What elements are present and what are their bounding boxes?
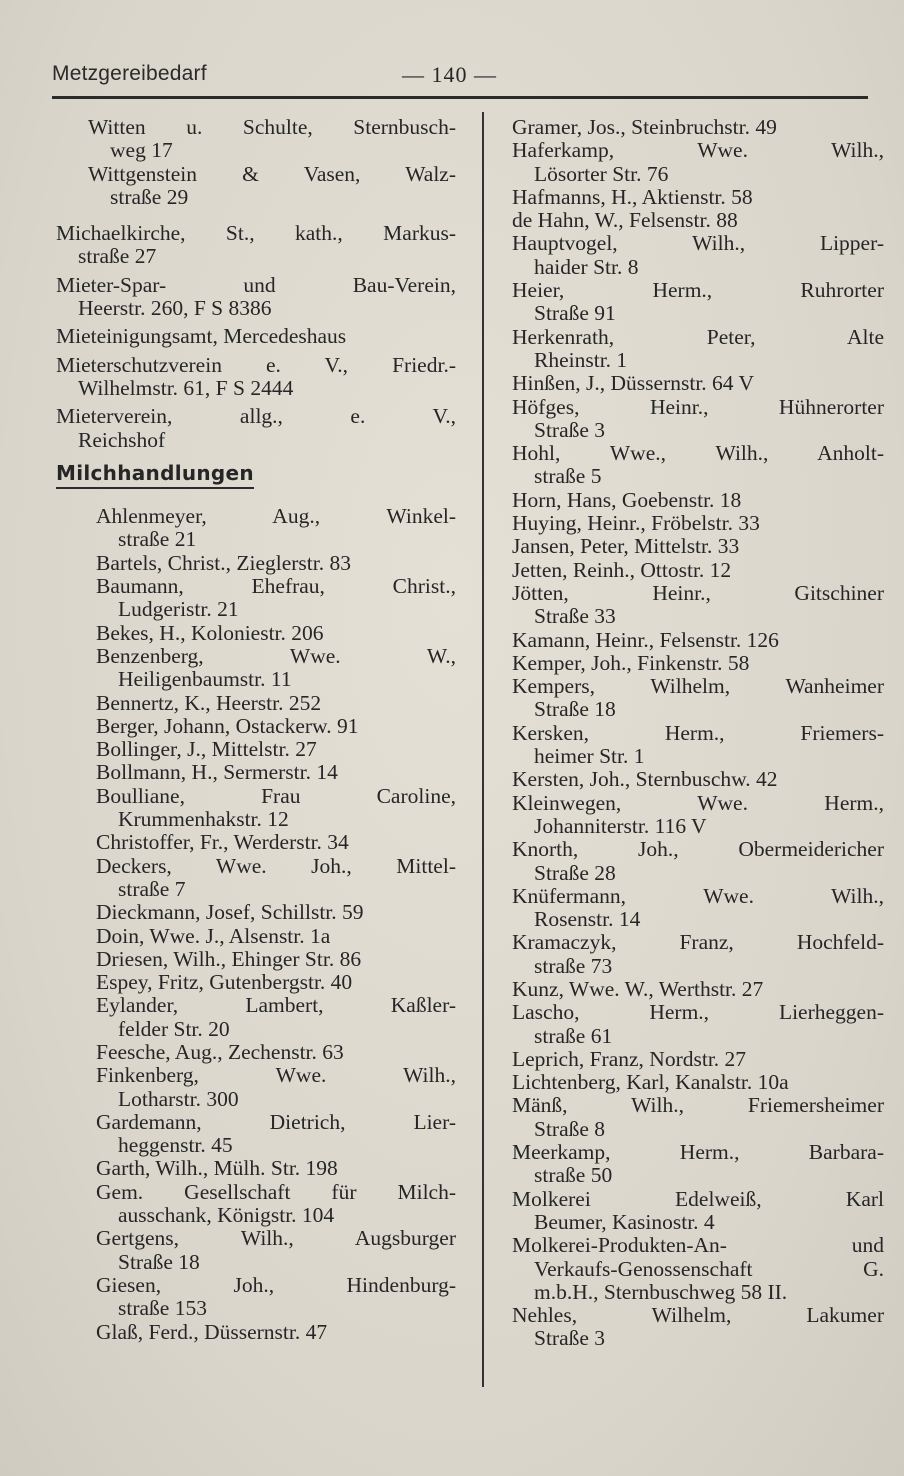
entry-line: Bennertz, K., Heerstr. 252 (96, 690, 322, 715)
directory-entry (512, 675, 884, 722)
directory-entry (512, 559, 884, 582)
entry-line: Baumann, Ehefrau, Christ., (96, 574, 456, 599)
directory-entry (512, 116, 884, 139)
entry-line: Espey, Fritz, Gutenbergstr. 40 (96, 970, 353, 995)
directory-entry (512, 209, 884, 232)
directory-entry (96, 1111, 456, 1158)
directory-entry (96, 505, 456, 552)
directory-entry (96, 901, 456, 924)
entry-line: Meerkamp, Herm., Barbara- (512, 1140, 884, 1165)
entry-line: Lichtenberg, Karl, Kanalstr. 10a (512, 1070, 789, 1095)
entry-continuation-line: straße 73 (534, 953, 613, 978)
entry-line: Finkenberg, Wwe. Wilh., (96, 1063, 456, 1088)
directory-entry (512, 582, 884, 629)
directory-entry (96, 1321, 456, 1344)
directory-entry (512, 1188, 884, 1235)
entry-line: Kersten, Joh., Sternbuschw. 42 (512, 767, 778, 792)
directory-entry (96, 552, 456, 575)
directory-entry (96, 1274, 456, 1321)
directory-entry (512, 326, 884, 373)
entry-continuation-line: Ludgeristr. 21 (118, 597, 239, 622)
entry-line: Berger, Johann, Ostackerw. 91 (96, 713, 359, 738)
directory-entry (56, 405, 456, 452)
directory-entry (512, 535, 884, 558)
directory-entry (512, 792, 884, 839)
directory-entry (96, 1041, 456, 1064)
directory-entry (96, 994, 456, 1041)
entry-continuation-line: Heerstr. 260, F S 8386 (78, 296, 272, 321)
directory-entry (96, 925, 456, 948)
entry-continuation-line: Johanniterstr. 116 V (534, 813, 707, 838)
directory-entry (96, 1227, 456, 1274)
entry-continuation-line: straße 7 (118, 876, 186, 901)
header-rule (52, 96, 868, 99)
entries-mid (56, 222, 456, 452)
directory-entry (96, 622, 456, 645)
entry-continuation-line: straße 50 (534, 1163, 613, 1188)
entry-continuation-line: Reichshof (78, 427, 166, 452)
directory-entry (96, 855, 456, 902)
directory-entry (96, 1181, 456, 1228)
entry-continuation-line: m.b.H., Sternbuschweg 58 II. (534, 1279, 788, 1304)
entry-continuation-line: straße 61 (534, 1023, 613, 1048)
directory-entry (56, 354, 456, 401)
entry-continuation-line: Straße 33 (534, 604, 616, 629)
entry-line: Molkerei-Produkten-An- und (512, 1233, 884, 1258)
directory-entry (512, 652, 884, 675)
directory-entry (512, 1071, 884, 1094)
directory-entry (512, 722, 884, 769)
directory-entry (512, 372, 884, 395)
entry-line: Bollinger, J., Mittelstr. 27 (96, 737, 317, 762)
directory-entry (88, 163, 456, 210)
directory-entry (56, 222, 456, 269)
entry-continuation-line: Verkaufs-Genossenschaft G. (534, 1256, 884, 1281)
entry-line: Horn, Hans, Goebenstr. 18 (512, 487, 742, 512)
directory-entry (512, 279, 884, 326)
directory-entry (512, 232, 884, 279)
entry-line: Knorth, Joh., Obermeidericher (512, 837, 884, 862)
entry-continuation-line: Straße 8 (534, 1116, 606, 1141)
directory-entry (88, 116, 456, 163)
directory-entry (512, 442, 884, 489)
entry-line: Bekes, H., Koloniestr. 206 (96, 620, 324, 645)
directory-entry (512, 186, 884, 209)
entry-continuation-line: Wilhelmstr. 61, F S 2444 (78, 375, 294, 400)
entry-continuation-line: straße 21 (118, 527, 197, 552)
directory-entry (96, 1157, 456, 1180)
directory-entry (512, 396, 884, 443)
page-number: — 140 — (402, 62, 497, 87)
directory-entry (512, 1141, 884, 1188)
directory-entry (96, 692, 456, 715)
entry-continuation-line: Straße 28 (534, 860, 616, 885)
entry-line: Christoffer, Fr., Werderstr. 34 (96, 830, 349, 855)
entry-continuation-line: Straße 18 (118, 1249, 200, 1274)
directory-entry (96, 738, 456, 761)
section-heading: Milchhandlungen (56, 462, 254, 489)
entry-continuation-line: heimer Str. 1 (534, 744, 645, 769)
entry-line: Boulliane, Frau Caroline, (96, 783, 456, 808)
page-header (52, 60, 868, 96)
entry-line: Molkerei Edelweiß, Karl (512, 1186, 884, 1211)
directory-entry (96, 971, 456, 994)
entry-line: Bollmann, H., Sermerstr. 14 (96, 760, 338, 785)
entry-continuation-line: Rheinstr. 1 (534, 347, 628, 372)
directory-entry (512, 885, 884, 932)
entry-line: Jötten, Heinr., Gitschiner (512, 580, 884, 605)
entry-line: Höfges, Heinr., Hühnerorter (512, 394, 884, 419)
entry-line: Feesche, Aug., Zechenstr. 63 (96, 1039, 344, 1064)
entry-line: Mieterverein, allg., e. V., (56, 404, 456, 429)
entry-line: Haferkamp, Wwe. Wilh., (512, 138, 884, 163)
entry-continuation-line: felder Str. 20 (118, 1016, 230, 1041)
entry-line: Heier, Herm., Ruhrorter (512, 278, 884, 303)
entry-line: Doin, Wwe. J., Alsenstr. 1a (96, 923, 331, 948)
entry-line: Mieteinigungsamt, Mercedeshaus (56, 324, 347, 349)
entry-line: Giesen, Joh., Hindenburg- (96, 1272, 456, 1297)
entry-line: Kersken, Herm., Friemers- (512, 720, 884, 745)
entry-continuation-line: Lotharstr. 300 (118, 1086, 239, 1111)
directory-entry (512, 978, 884, 1001)
directory-entry (56, 325, 456, 348)
directory-entry (512, 1001, 884, 1048)
entry-line: Deckers, Wwe. Joh., Mittel- (96, 853, 456, 878)
directory-entry (96, 715, 456, 738)
entry-line: Garth, Wilh., Mülh. Str. 198 (96, 1156, 338, 1181)
entry-line: Eylander, Lambert, Kaßler- (96, 993, 456, 1018)
entry-continuation-line: Beumer, Kasinostr. 4 (534, 1209, 715, 1234)
directory-entry (96, 785, 456, 832)
entry-continuation-line: straße 153 (118, 1296, 207, 1321)
entry-continuation-line: ausschank, Königstr. 104 (118, 1203, 335, 1228)
left-column (56, 116, 456, 1344)
directory-entry (512, 139, 884, 186)
entry-line: Driesen, Wilh., Ehinger Str. 86 (96, 946, 362, 971)
running-head: Metzgereibedarf (52, 62, 207, 85)
directory-entry (512, 512, 884, 535)
directory-entry (96, 1064, 456, 1111)
entry-continuation-line: Heiligenbaumstr. 11 (118, 667, 292, 692)
directory-entry (96, 948, 456, 971)
entry-line: Mänß, Wilh., Friemersheimer (512, 1093, 884, 1118)
entry-continuation-line: Rosenstr. 14 (534, 907, 641, 932)
directory-entry (512, 629, 884, 652)
entry-line: de Hahn, W., Felsenstr. 88 (512, 208, 738, 233)
entry-continuation-line: Straße 3 (534, 1326, 606, 1351)
directory-entry (96, 831, 456, 854)
entry-continuation-line: straße 29 (110, 184, 189, 209)
entry-line: Mieterschutzverein e. V., Friedr.- (56, 352, 456, 377)
entry-continuation-line: haider Str. 8 (534, 254, 639, 279)
directory-entry (512, 1048, 884, 1071)
entry-line: Michaelkirche, St., kath., Markus- (56, 221, 456, 246)
entry-line: Gramer, Jos., Steinbruchstr. 49 (512, 115, 777, 139)
entry-line: Wittgenstein & Vasen, Walz- (88, 161, 456, 186)
entry-continuation-line: weg 17 (110, 138, 173, 163)
entry-line: Hohl, Wwe., Wilh., Anholt- (512, 441, 884, 466)
entry-line: Benzenberg, Wwe. W., (96, 643, 456, 668)
entry-line: Dieckmann, Josef, Schillstr. 59 (96, 900, 364, 925)
entry-line: Kemper, Joh., Finkenstr. 58 (512, 650, 750, 675)
entry-line: Witten u. Schulte, Sternbusch- (88, 115, 456, 139)
entry-line: Jansen, Peter, Mittelstr. 33 (512, 534, 740, 559)
entry-continuation-line: heggenstr. 45 (118, 1133, 233, 1158)
entry-line: Gem. Gesellschaft für Milch- (96, 1179, 456, 1204)
entry-continuation-line: Straße 3 (534, 417, 606, 442)
directory-entry (512, 838, 884, 885)
directory-entry (512, 1094, 884, 1141)
entry-continuation-line: straße 27 (78, 244, 157, 269)
entry-line: Hinßen, J., Düssernstr. 64 V (512, 371, 755, 396)
directory-entry (96, 575, 456, 622)
entry-line: Kleinwegen, Wwe. Herm., (512, 790, 884, 815)
entries-right (512, 116, 884, 1351)
entry-continuation-line: Krummenhakstr. 12 (118, 807, 289, 832)
directory-entry (512, 1234, 884, 1304)
entries-top (56, 116, 456, 209)
entry-line: Ahlenmeyer, Aug., Winkel- (96, 504, 456, 529)
directory-entry (56, 274, 456, 321)
entry-continuation-line: straße 5 (534, 464, 602, 489)
right-column (512, 116, 884, 1351)
entry-continuation-line: Straße 91 (534, 301, 616, 326)
entry-line: Gardemann, Dietrich, Lier- (96, 1109, 456, 1134)
entry-line: Kramaczyk, Franz, Hochfeld- (512, 930, 884, 955)
column-divider (482, 112, 484, 1387)
entry-line: Glaß, Ferd., Düssernstr. 47 (96, 1319, 328, 1344)
entry-line: Nehles, Wilhelm, Lakumer (512, 1303, 884, 1328)
directory-entry (512, 489, 884, 512)
entry-line: Leprich, Franz, Nordstr. 27 (512, 1046, 747, 1071)
entry-line: Bartels, Christ., Zieglerstr. 83 (96, 550, 351, 575)
directory-entry (96, 645, 456, 692)
entry-line: Lascho, Herm., Lierheggen- (512, 1000, 884, 1025)
directory-entry (96, 761, 456, 784)
entry-line: Kamann, Heinr., Felsenstr. 126 (512, 627, 779, 652)
entries-milk (56, 505, 456, 1344)
entry-line: Gertgens, Wilh., Augsburger (96, 1226, 456, 1251)
directory-entry (512, 1304, 884, 1351)
entry-line: Hauptvogel, Wilh., Lipper- (512, 231, 884, 256)
directory-entry (512, 768, 884, 791)
entry-line: Kempers, Wilhelm, Wanheimer (512, 674, 884, 699)
entry-line: Jetten, Reinh., Ottostr. 12 (512, 557, 732, 582)
directory-entry (512, 931, 884, 978)
entry-line: Huying, Heinr., Fröbelstr. 33 (512, 511, 760, 536)
entry-line: Mieter-Spar- und Bau-Verein, (56, 272, 456, 297)
entry-line: Hafmanns, H., Aktienstr. 58 (512, 184, 753, 209)
entry-continuation-line: Lösorter Str. 76 (534, 161, 669, 186)
entry-line: Herkenrath, Peter, Alte (512, 324, 884, 349)
entry-line: Knüfermann, Wwe. Wilh., (512, 883, 884, 908)
entry-line: Kunz, Wwe. W., Werthstr. 27 (512, 976, 764, 1001)
entry-continuation-line: Straße 18 (534, 697, 616, 722)
